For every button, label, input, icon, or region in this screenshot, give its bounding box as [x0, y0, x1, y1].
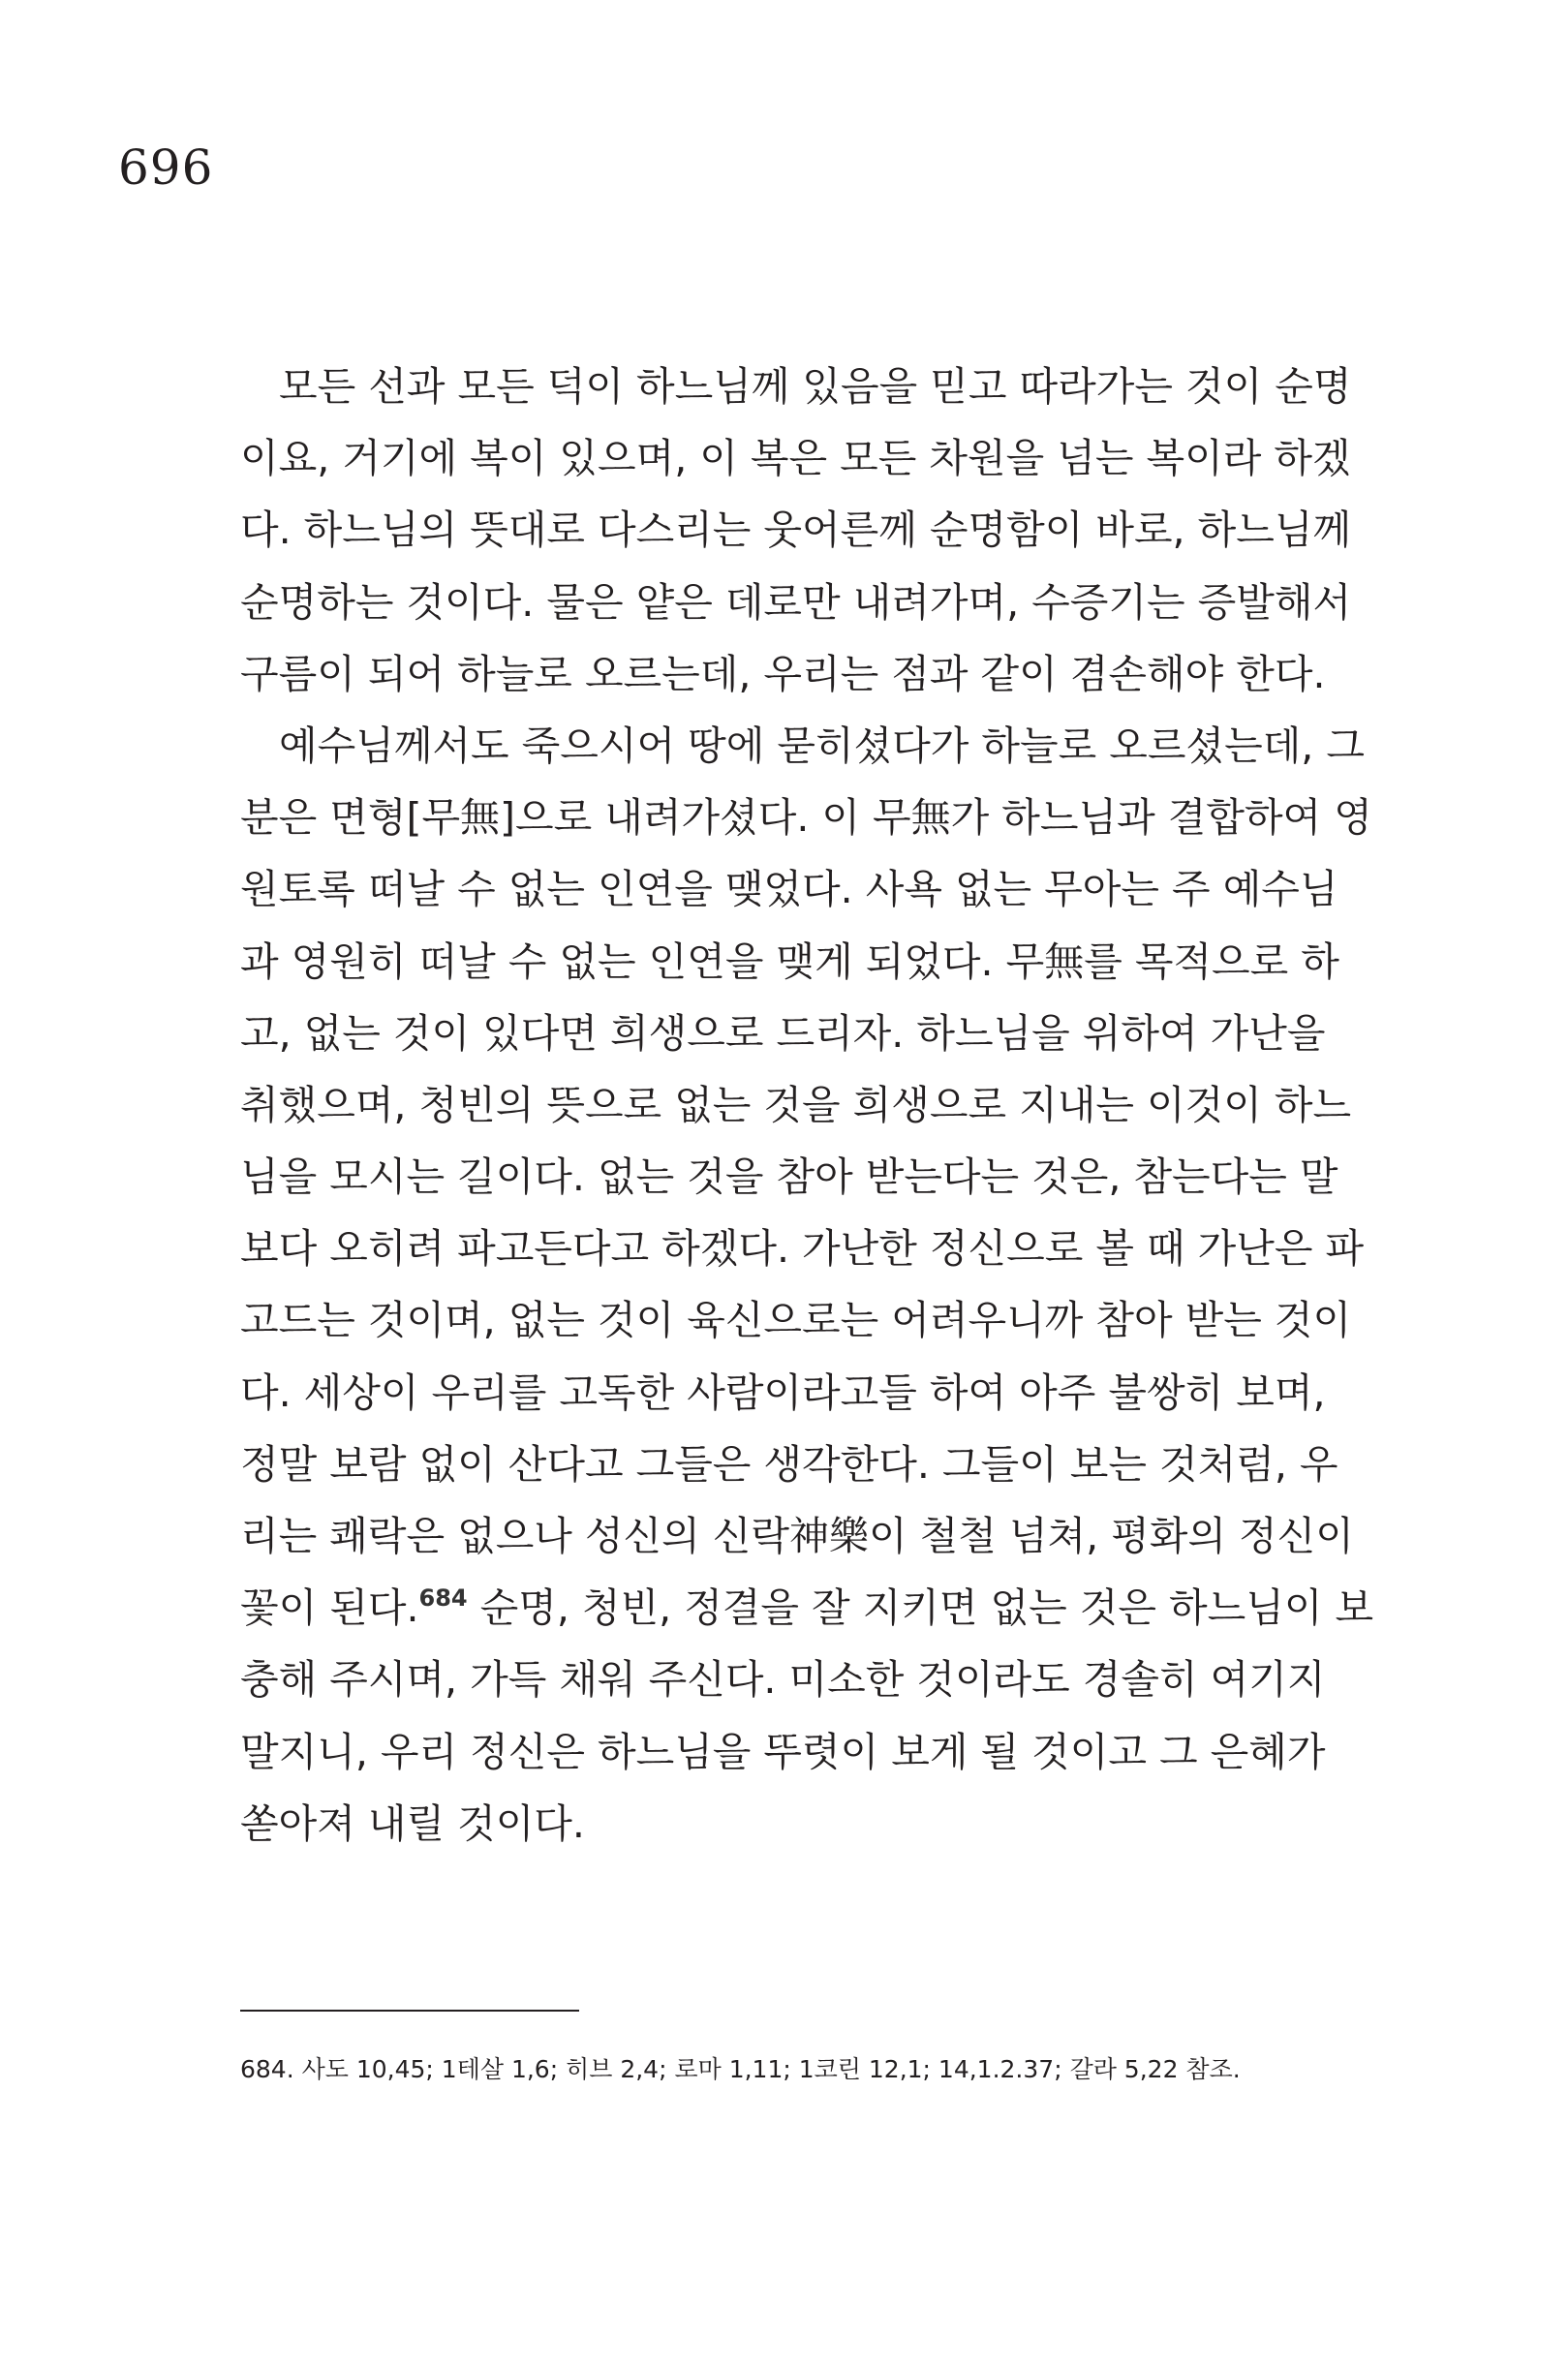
text-line: 구름이 되어 하늘로 오르는데, 우리는 점과 같이 겸손해야 한다.: [240, 650, 1326, 697]
text-line: 보다 오히려 파고든다고 하겠다. 가난한 정신으로 볼 때 가난은 파: [240, 1225, 1365, 1273]
text-line: 취했으며, 청빈의 뜻으로 없는 것을 희생으로 지내는 이것이 하느: [240, 1081, 1352, 1128]
text-line: 순명하는 것이다. 물은 얕은 데로만 내려가며, 수증기는 증발해서: [240, 578, 1352, 626]
body-text: [240, 351, 1374, 1860]
text-line: 이요, 거기에 복이 있으며, 이 복은 모든 차원을 넘는 복이라 하겠: [240, 435, 1351, 482]
text-line: 님을 모시는 길이다. 없는 것을 참아 받는다는 것은, 참는다는 말: [240, 1153, 1338, 1201]
footnote-reference[interactable]: 684: [418, 1584, 468, 1613]
page-number: 696: [118, 139, 214, 196]
text-line: 과 영원히 떠날 수 없는 인연을 맺게 되었다. 무無를 목적으로 하: [240, 938, 1339, 985]
text-line: 말지니, 우리 정신은 하느님을 뚜렷이 보게 될 것이고 그 은혜가: [240, 1728, 1326, 1775]
text-line-with-note: [240, 1572, 1374, 1644]
text-line: 다. 세상이 우리를 고독한 사람이라고들 하여 아주 불쌍히 보며,: [240, 1369, 1326, 1416]
text-segment: 순명, 청빈, 정결을 잘 지키면 없는 것은 하느님이 보: [467, 1584, 1374, 1632]
text-line: 다. 하느님의 뜻대로 다스리는 웃어른께 순명함이 바로, 하느님께: [240, 507, 1352, 554]
footnote: 684. 사도 10,45; 1테살 1,6; 히브 2,4; 로마 1,11; 1코린 12,1; 14,1.2.37; 갈라 5,22 참조.: [240, 2055, 1241, 2083]
text-line: 고, 없는 것이 있다면 희생으로 드리자. 하느님을 위하여 가난을: [240, 1009, 1326, 1057]
text-line: 충해 주시며, 가득 채워 주신다. 미소한 것이라도 경솔히 여기지: [240, 1656, 1326, 1704]
text-line: 모든 선과 모든 덕이 하느님께 있음을 믿고 따라가는 것이 순명: [279, 363, 1352, 410]
text-line: 정말 보람 없이 산다고 그들은 생각한다. 그들이 보는 것처럼, 우: [240, 1440, 1338, 1488]
text-line: 분은 면형[무無]으로 내려가셨다. 이 무無가 하느님과 결합하여 영: [240, 794, 1372, 842]
text-line: 원토록 떠날 수 없는 인연을 맺었다. 사욕 없는 무아는 주 예수님: [240, 866, 1338, 913]
text-line: 리는 쾌락은 없으나 성신의 신락神樂이 철철 넘쳐, 평화의 정신이: [240, 1513, 1354, 1559]
footnote-divider: [240, 2010, 579, 2012]
text-line: 쏟아져 내릴 것이다.: [240, 1799, 585, 1847]
text-segment: 꽃이 된다.: [240, 1584, 419, 1632]
text-line: 예수님께서도 죽으시어 땅에 묻히셨다가 하늘로 오르셨는데, 그: [279, 722, 1365, 769]
text-line: 고드는 것이며, 없는 것이 육신으로는 어려우니까 참아 받는 것이: [240, 1297, 1352, 1344]
